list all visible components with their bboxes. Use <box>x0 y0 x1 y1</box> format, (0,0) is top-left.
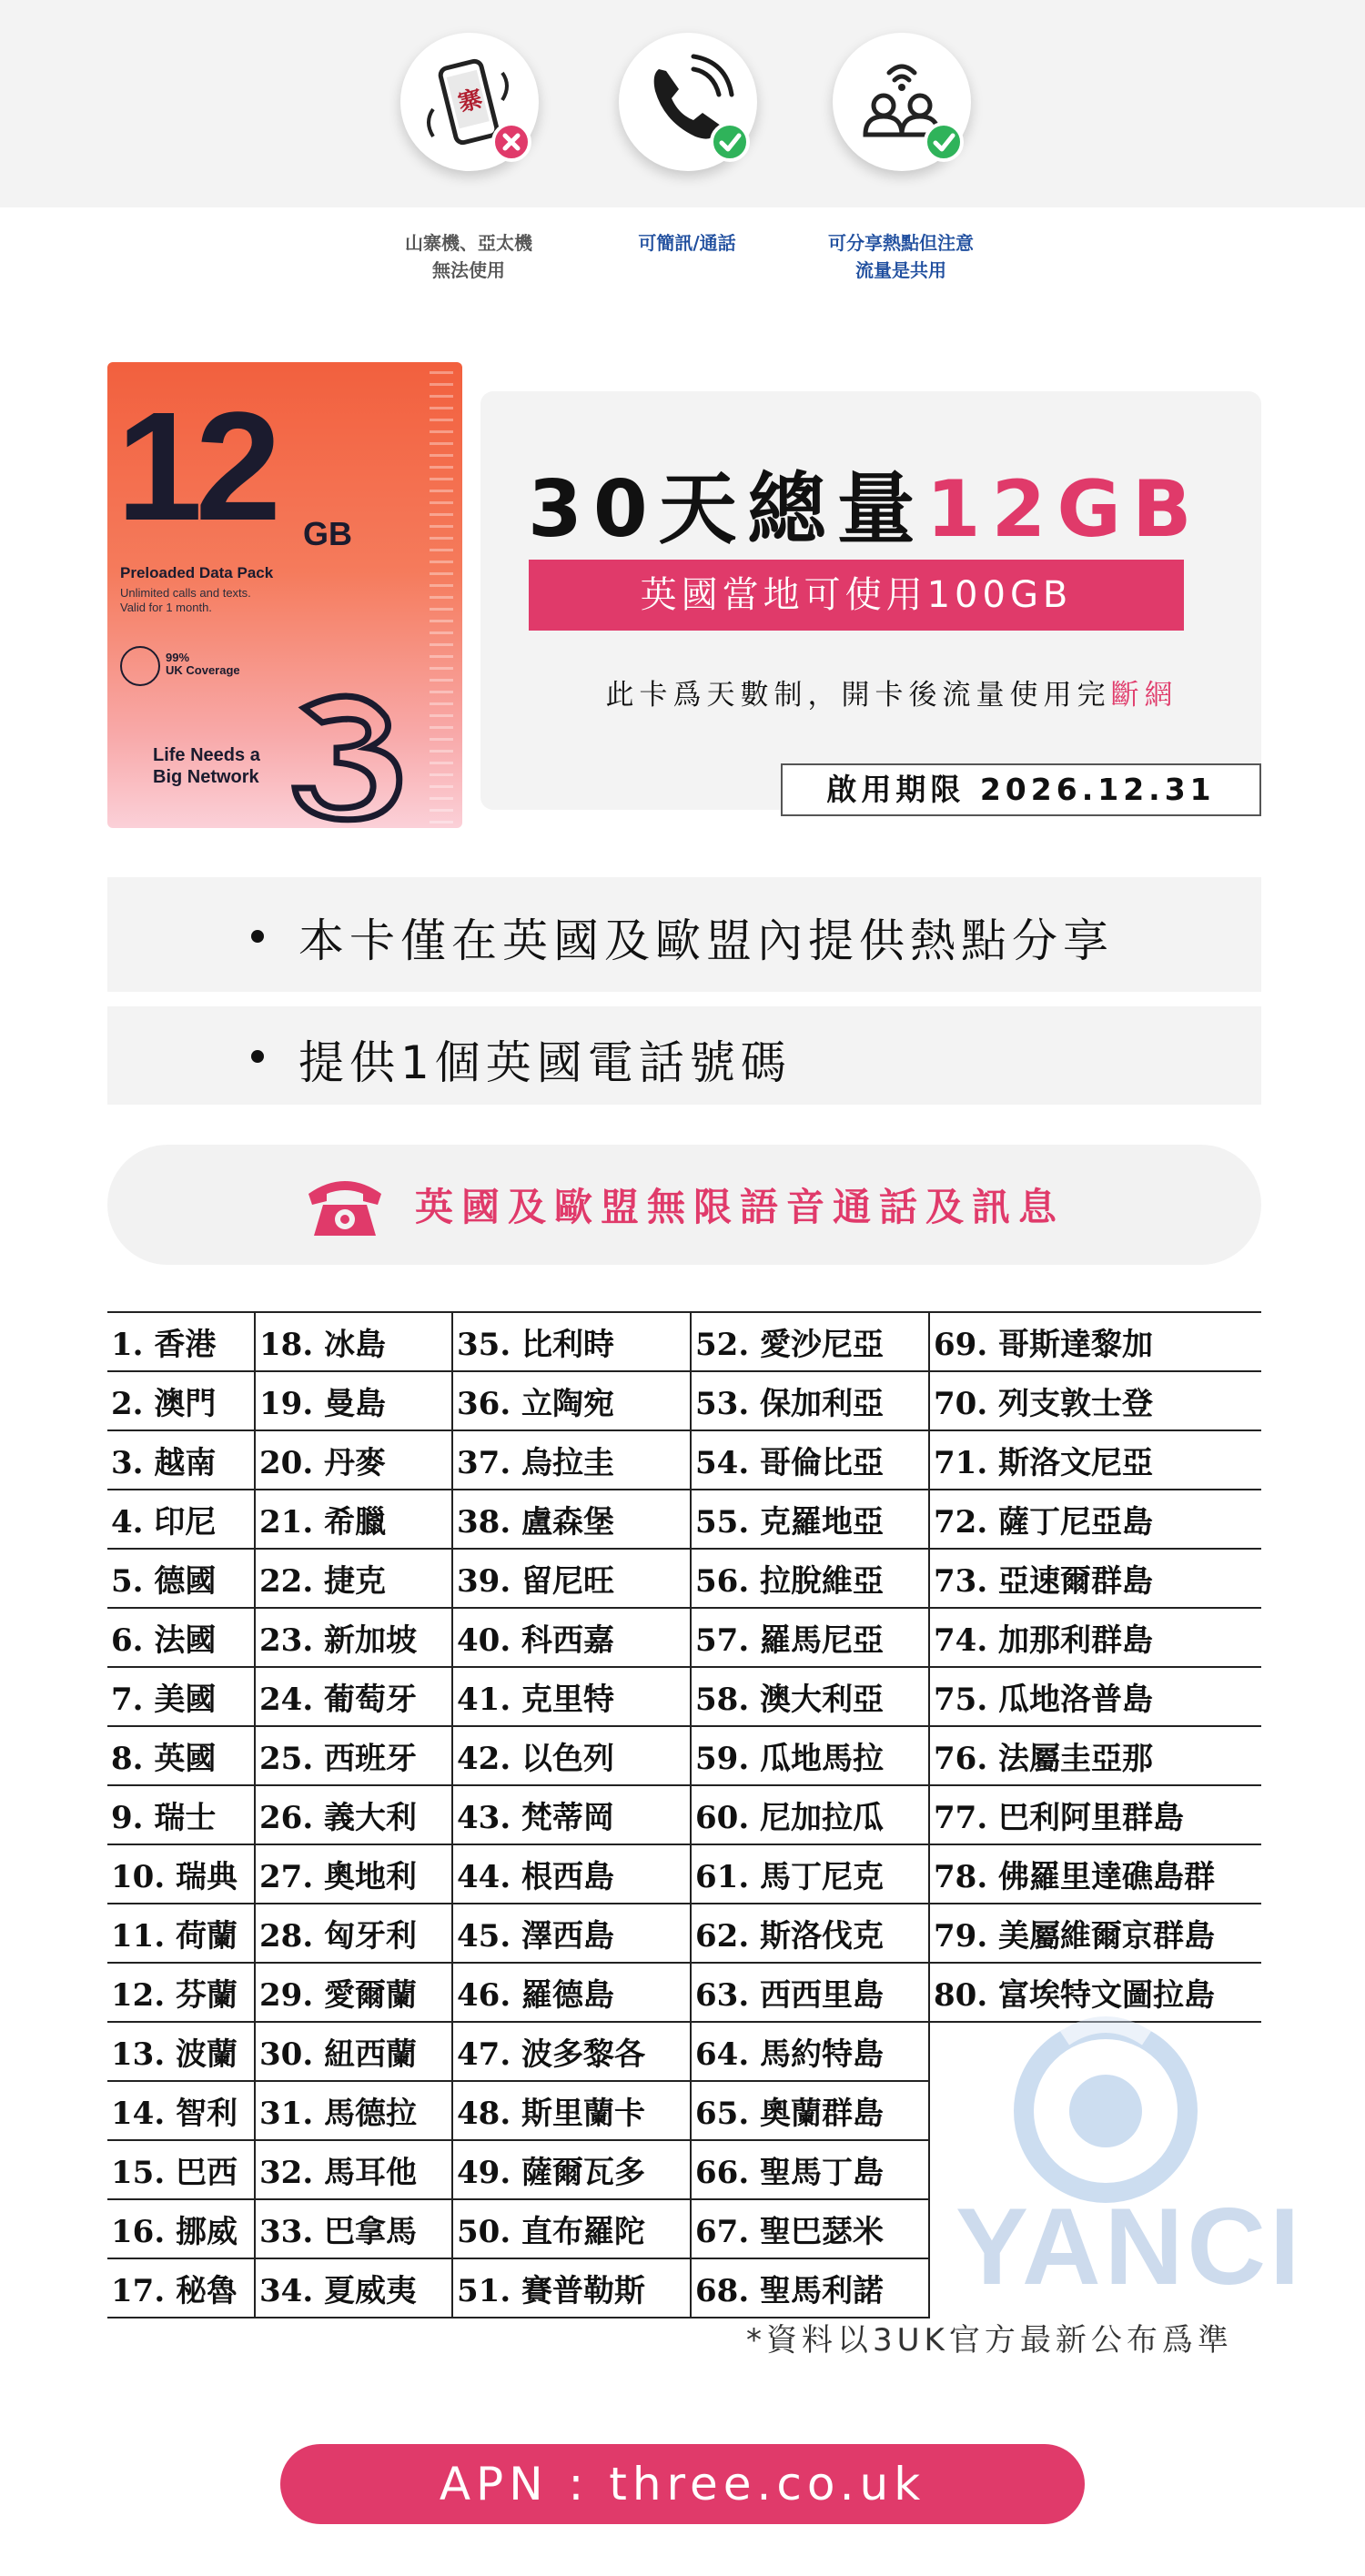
telephone-icon <box>303 1174 387 1239</box>
check-icon <box>927 126 960 158</box>
country-cell: 50. 直布羅陀 <box>452 2199 691 2258</box>
table-row <box>107 1608 1261 1667</box>
country-cell: 54. 哥倫比亞 <box>691 1430 929 1490</box>
supported-badge <box>924 122 964 162</box>
country-cell: 53. 保加利亞 <box>691 1371 929 1430</box>
country-cell: 19. 曼島 <box>255 1371 452 1430</box>
feature-unsupported-phones <box>359 0 578 291</box>
source-note: *資料以3UK官方最新公布爲準 <box>746 2322 1233 2359</box>
country-cell: 21. 希臘 <box>255 1490 452 1549</box>
country-cell: 5. 德國 <box>107 1549 255 1608</box>
bullet-dot <box>251 930 264 943</box>
sim-slogan <box>153 744 260 788</box>
country-cell: 44. 根西島 <box>452 1844 691 1904</box>
watermark-text: YANCI <box>956 2186 1304 2308</box>
coverage-map-icon <box>120 646 160 686</box>
local-usage-bar: 英國當地可使用100GB <box>529 560 1184 631</box>
country-cell: 48. 斯里蘭卡 <box>452 2081 691 2140</box>
country-cell: 73. 亞速爾群島 <box>929 1549 1261 1608</box>
country-cell: 74. 加那利群島 <box>929 1608 1261 1667</box>
country-cell: 28. 匈牙利 <box>255 1904 452 1963</box>
caption-line: 山寨機、亞太機 <box>405 232 532 254</box>
country-cell: 35. 比利時 <box>452 1312 691 1371</box>
plan-note <box>537 672 1247 712</box>
country-cell: 69. 哥斯達黎加 <box>929 1312 1261 1371</box>
coverage-label <box>166 652 240 677</box>
feature-circle <box>833 33 971 171</box>
expiry-box: 啟用期限 2026.12.31 <box>781 763 1261 816</box>
country-cell: 27. 奧地利 <box>255 1844 452 1904</box>
voice-banner <box>107 1145 1261 1265</box>
country-cell: 22. 捷克 <box>255 1549 452 1608</box>
country-cell: 42. 以色列 <box>452 1726 691 1785</box>
country-cell: 52. 愛沙尼亞 <box>691 1312 929 1371</box>
three-logo-icon <box>277 681 422 826</box>
country-cell: 70. 列支敦士登 <box>929 1371 1261 1430</box>
slogan-line: Big Network <box>153 767 259 787</box>
caption-line: 流量是共用 <box>855 259 946 281</box>
country-cell: 11. 荷蘭 <box>107 1904 255 1963</box>
table-row <box>107 1904 1261 1963</box>
headline-accent: 12GB <box>925 464 1203 555</box>
voice-banner-text: 英國及歐盟無限語音通話及訊息 <box>415 1185 1066 1229</box>
caption-line: 可簡訊/通話 <box>638 232 736 254</box>
country-cell: 17. 秘魯 <box>107 2258 255 2318</box>
country-cell: 72. 薩丁尼亞島 <box>929 1490 1261 1549</box>
country-cell: 10. 瑞典 <box>107 1844 255 1904</box>
country-cell: 57. 羅馬尼亞 <box>691 1608 929 1667</box>
country-cell: 43. 梵蒂岡 <box>452 1785 691 1844</box>
not-supported-badge <box>491 122 531 162</box>
country-cell: 14. 智利 <box>107 2081 255 2140</box>
country-cell: 80. 富埃特文圖拉島 <box>929 1963 1261 2022</box>
bullet-dot <box>251 1050 264 1063</box>
slogan-line: Life Needs a <box>153 745 260 765</box>
country-cell: 8. 英國 <box>107 1726 255 1785</box>
country-cell: 75. 瓜地洛普島 <box>929 1667 1261 1726</box>
country-cell: 51. 賽普勒斯 <box>452 2258 691 2318</box>
country-cell: 20. 丹麥 <box>255 1430 452 1490</box>
table-row <box>107 1549 1261 1608</box>
country-cell: 40. 科西嘉 <box>452 1608 691 1667</box>
note-main: 此卡爲天數制，開卡後流量使用完 <box>605 679 1111 712</box>
country-cell: 34. 夏威夷 <box>255 2258 452 2318</box>
country-cell: 79. 美屬維爾京群島 <box>929 1904 1261 1963</box>
coverage-text: UK Coverage <box>166 663 240 677</box>
country-cell: 25. 西班牙 <box>255 1726 452 1785</box>
country-cell: 24. 葡萄牙 <box>255 1667 452 1726</box>
country-cell: 29. 愛爾蘭 <box>255 1963 452 2022</box>
headline-main: 30天總量 <box>528 464 926 555</box>
country-cell: 12. 芬蘭 <box>107 1963 255 2022</box>
country-cell: 60. 尼加拉瓜 <box>691 1785 929 1844</box>
country-cell: 77. 巴利阿里群島 <box>929 1785 1261 1844</box>
country-cell: 30. 紐西蘭 <box>255 2022 452 2081</box>
plan-headline <box>528 446 1219 559</box>
country-cell: 39. 留尼旺 <box>452 1549 691 1608</box>
country-cell: 46. 羅德島 <box>452 1963 691 2022</box>
country-cell: 6. 法國 <box>107 1608 255 1667</box>
country-cell: 76. 法屬圭亞那 <box>929 1726 1261 1785</box>
country-cell: 67. 聖巴瑟米 <box>691 2199 929 2258</box>
sim-pack-title: Preloaded Data Pack <box>120 564 274 581</box>
country-cell: 63. 西西里島 <box>691 1963 929 2022</box>
country-cell: 33. 巴拿馬 <box>255 2199 452 2258</box>
country-cell: 41. 克里特 <box>452 1667 691 1726</box>
sim-pack-image <box>107 362 462 828</box>
close-icon <box>495 126 528 158</box>
country-cell: 9. 瑞士 <box>107 1785 255 1844</box>
country-cell: 47. 波多黎各 <box>452 2022 691 2081</box>
country-cell: 36. 立陶宛 <box>452 1371 691 1430</box>
table-row <box>107 1726 1261 1785</box>
country-cell: 78. 佛羅里達礁島群 <box>929 1844 1261 1904</box>
caption-line: 可分享熱點但注意 <box>828 232 974 254</box>
coverage-pct: 99% <box>166 651 190 664</box>
table-row <box>107 1667 1261 1726</box>
sim-pack-subtitle <box>120 586 329 615</box>
caption-line: 無法使用 <box>432 259 505 281</box>
sim-sub-line: Valid for 1 month. <box>120 601 212 614</box>
country-cell: 37. 烏拉圭 <box>452 1430 691 1490</box>
country-cell: 31. 馬德拉 <box>255 2081 452 2140</box>
country-cell: 62. 斯洛伐克 <box>691 1904 929 1963</box>
apn-label: APN : three.co.uk <box>280 2444 1085 2524</box>
country-cell: 18. 冰島 <box>255 1312 452 1371</box>
country-cell: 13. 波蘭 <box>107 2022 255 2081</box>
feature-hotspot <box>792 0 1010 291</box>
country-cell: 7. 美國 <box>107 1667 255 1726</box>
bullet-item <box>107 1006 1261 1105</box>
sim-size: 12 <box>116 380 275 553</box>
table-row <box>107 1490 1261 1549</box>
table-row <box>107 1844 1261 1904</box>
table-row <box>107 1371 1261 1430</box>
country-cell: 23. 新加坡 <box>255 1608 452 1667</box>
country-cell: 1. 香港 <box>107 1312 255 1371</box>
feature-caption <box>578 229 796 257</box>
country-cell: 32. 馬耳他 <box>255 2140 452 2199</box>
country-cell: 56. 拉脫維亞 <box>691 1549 929 1608</box>
supported-badge <box>710 122 750 162</box>
table-row <box>107 1430 1261 1490</box>
country-cell: 16. 挪威 <box>107 2199 255 2258</box>
feature-circle <box>619 33 757 171</box>
perforation <box>430 362 453 828</box>
country-cell: 26. 義大利 <box>255 1785 452 1844</box>
country-cell: 38. 盧森堡 <box>452 1490 691 1549</box>
bullet-item <box>107 877 1261 992</box>
country-cell: 49. 薩爾瓦多 <box>452 2140 691 2199</box>
country-cell: 65. 奧蘭群島 <box>691 2081 929 2140</box>
country-cell: 4. 印尼 <box>107 1490 255 1549</box>
country-cell: 3. 越南 <box>107 1430 255 1490</box>
feature-calls-sms <box>578 0 796 291</box>
note-accent: 斷網 <box>1110 679 1178 712</box>
sim-sub-line: Unlimited calls and texts. <box>120 586 251 600</box>
bullet-text: 本卡僅在英國及歐盟內提供熱點分享 <box>298 914 1114 967</box>
country-cell: 2. 澳門 <box>107 1371 255 1430</box>
country-cell: 66. 聖馬丁島 <box>691 2140 929 2199</box>
country-cell: 45. 澤西島 <box>452 1904 691 1963</box>
feature-circle <box>400 33 539 171</box>
table-row <box>107 1785 1261 1844</box>
check-icon <box>713 126 746 158</box>
table-row <box>107 1312 1261 1371</box>
bullet-text: 提供1個英國電話號碼 <box>298 1036 792 1089</box>
country-cell: 71. 斯洛文尼亞 <box>929 1430 1261 1490</box>
country-cell: 59. 瓜地馬拉 <box>691 1726 929 1785</box>
brand-glyph: 寨 <box>455 85 486 118</box>
country-cell: 68. 聖馬利諾 <box>691 2258 929 2318</box>
sim-unit: GB <box>303 515 352 552</box>
country-cell: 64. 馬約特島 <box>691 2022 929 2081</box>
country-cell: 61. 馬丁尼克 <box>691 1844 929 1904</box>
feature-caption <box>359 229 578 284</box>
country-cell: 58. 澳大利亞 <box>691 1667 929 1726</box>
feature-caption <box>792 229 1010 284</box>
country-cell: 15. 巴西 <box>107 2140 255 2199</box>
country-cell: 55. 克羅地亞 <box>691 1490 929 1549</box>
